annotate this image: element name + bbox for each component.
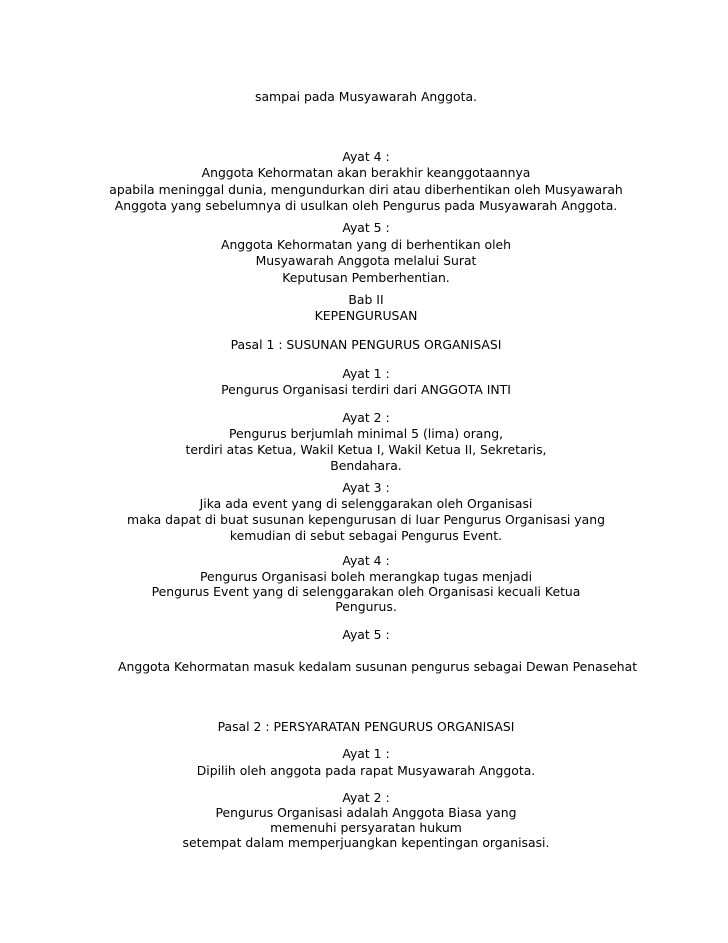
text-line: Musyawarah Anggota melalui Surat xyxy=(255,253,477,268)
ayat-heading: Ayat 5 : xyxy=(342,220,390,235)
text-line: Anggota Kehormatan akan berakhir keanggotaannya xyxy=(201,165,531,180)
ayat-heading: Ayat 1 : xyxy=(342,746,390,761)
text-line: sampai pada Musyawarah Anggota. xyxy=(255,89,477,104)
pasal-heading: Pasal 1 : SUSUNAN PENGURUS ORGANISASI xyxy=(230,337,502,352)
text-line: Bendahara. xyxy=(330,458,402,473)
text-line: Pengurus Organisasi terdiri dari ANGGOTA INTI xyxy=(221,382,511,397)
text-line: apabila meninggal dunia, mengundurkan diri atau diberhentikan oleh Musyawarah xyxy=(109,182,623,197)
text-line: Pengurus Organisasi adalah Anggota Biasa yang xyxy=(215,805,517,820)
text-line: memenuhi persyaratan hukum xyxy=(270,820,462,835)
text-line: maka dapat di buat susunan kepengurusan di luar Pengurus Organisasi yang xyxy=(127,512,605,527)
ayat-heading: Ayat 5 : xyxy=(342,627,390,642)
text-line: Anggota Kehormatan yang di berhentikan oleh xyxy=(220,237,512,252)
chapter-title: KEPENGURUSAN xyxy=(314,308,418,323)
ayat-heading: Ayat 4 : xyxy=(342,553,390,568)
text-line: Pengurus berjumlah minimal 5 (lima) orang, xyxy=(228,426,504,441)
text-line: terdiri atas Ketua, Wakil Ketua I, Wakil Ketua II, Sekretaris, xyxy=(185,442,547,457)
text-line: Pengurus Organisasi boleh merangkap tugas menjadi xyxy=(199,569,533,584)
text-line: Pengurus Event yang di selenggarakan oleh Organisasi kecuali Ketua xyxy=(151,584,581,599)
text-line: Jika ada event yang di selenggarakan oleh Organisasi xyxy=(199,496,533,511)
text-line: Keputusan Pemberhentian. xyxy=(282,270,450,285)
ayat-heading: Ayat 1 : xyxy=(342,366,390,381)
text-line: kemudian di sebut sebagai Pengurus Event. xyxy=(229,528,503,543)
chapter-heading: Bab II xyxy=(348,292,384,307)
text-line: Anggota yang sebelumnya di usulkan oleh Pengurus pada Musyawarah Anggota. xyxy=(114,198,618,213)
text-line: setempat dalam memperjuangkan kepentingan organisasi. xyxy=(182,835,550,850)
pasal-heading: Pasal 2 : PERSYARATAN PENGURUS ORGANISASI xyxy=(217,719,515,734)
text-line: Dipilih oleh anggota pada rapat Musyawarah Anggota. xyxy=(196,763,536,778)
text-line: Pengurus. xyxy=(335,599,397,614)
ayat-heading: Ayat 2 : xyxy=(342,790,390,805)
ayat-heading: Ayat 2 : xyxy=(342,410,390,425)
text-line: Anggota Kehormatan masuk kedalam susunan pengurus sebagai Dewan Penasehat xyxy=(118,659,638,674)
ayat-heading: Ayat 4 : xyxy=(342,149,390,164)
ayat-heading: Ayat 3 : xyxy=(342,480,390,495)
